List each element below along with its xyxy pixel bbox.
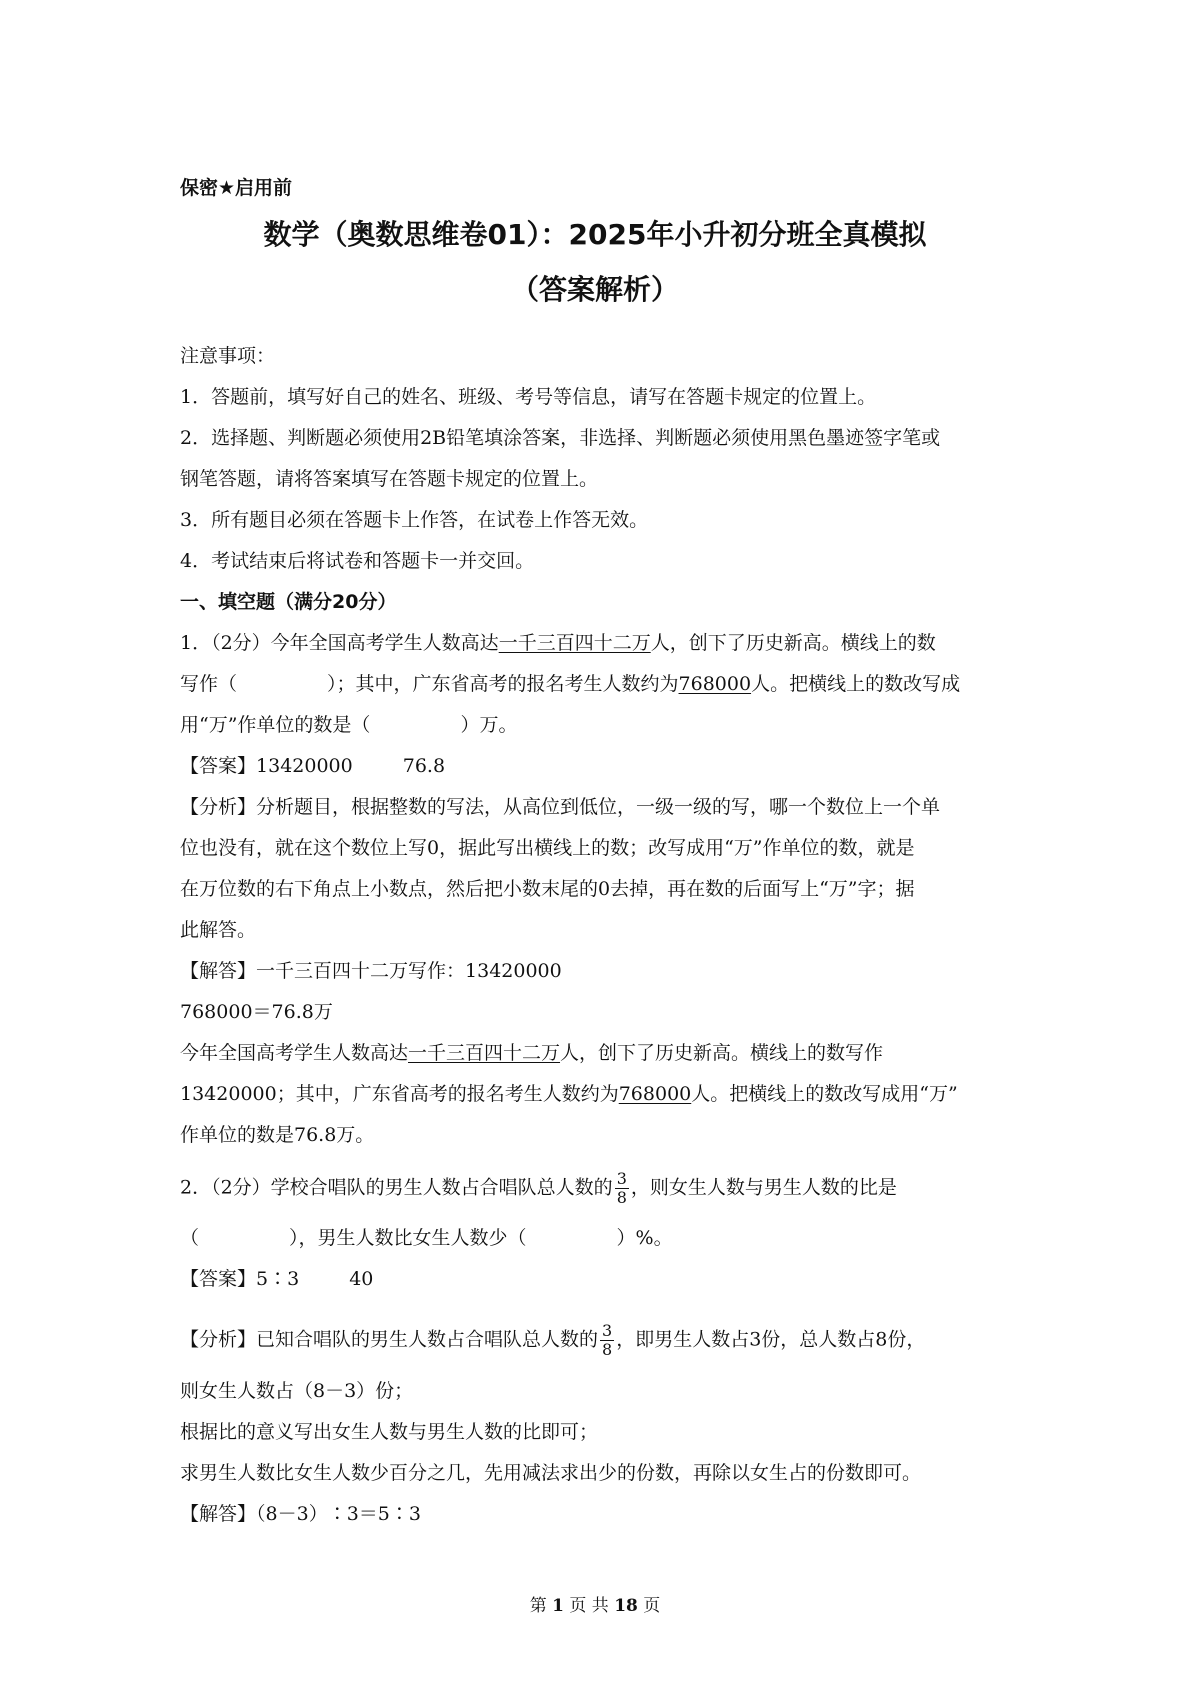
q2-answer: 【答案】5∶3 40 (180, 1268, 374, 1290)
fraction: $\frac{3}{8}$ (616, 1169, 627, 1207)
q1-solution-line: 今年全国高考学生人数高达一千三百四十二万人，创下了历史新高。横线上的数写作 (180, 1042, 884, 1064)
notice-item: 4．考试结束后将试卷和答题卡一并交回。 (180, 550, 535, 572)
page-footer: 第 1 页 共 18 页 (529, 1596, 661, 1616)
q2-line-1: 2．（2分）学校合唱队的男生人数占合唱队总人数的 $\frac{3}{8}$ ，则女生人数与男生人数的比是 (180, 1169, 897, 1207)
q1-line-3: 用“万”作单位的数是（ ）万。 (180, 714, 518, 736)
section-heading: 一、填空题（满分20分） (180, 591, 397, 613)
q1-solution-line: 作单位的数是76.8万。 (180, 1124, 375, 1146)
total-pages: 18 (614, 1596, 638, 1616)
page-subtitle: （答案解析） (510, 273, 679, 306)
q2-analysis-line: 根据比的意义写出女生人数与男生人数的比即可； (180, 1421, 599, 1443)
q1-answer: 【答案】13420000 76.8 (180, 755, 446, 777)
q1-solution-line: 768000＝76.8万 (180, 1001, 333, 1023)
q1-analysis-line: 在万位数的右下角点上小数点，然后把小数末尾的0去掉，再在数的后面写上“万”字；据 (180, 878, 915, 900)
q1-solution: 【解答】一千三百四十二万写作：13420000 (180, 960, 562, 982)
q2-analysis-line: 则女生人数占（8－3）份； (180, 1380, 414, 1402)
q1-analysis-line: 位也没有，就在这个数位上写0，据此写出横线上的数；改写成用“万”作单位的数，就是 (180, 837, 915, 859)
q2-solution: 【解答】（8－3）∶3＝5∶3 (180, 1503, 421, 1525)
fraction: $\frac{3}{8}$ (602, 1321, 613, 1359)
q1-analysis-line: 此解答。 (180, 919, 257, 941)
q2-analysis-line: 求男生人数比女生人数少百分之几，先用减法求出少的份数，再除以女生占的份数即可。 (180, 1462, 922, 1484)
notice-item: 钢笔答题，请将答案填写在答题卡规定的位置上。 (180, 468, 599, 490)
q2-line-2: （ ），男生人数比女生人数少（ ）%。 (180, 1227, 673, 1249)
q1-solution-line: 13420000；其中，广东省高考的报名考生人数约为768000人。把横线上的数改写成用“万” (180, 1083, 958, 1105)
notice-item: 3．所有题目必须在答题卡上作答，在试卷上作答无效。 (180, 509, 649, 531)
notice-item: 1．答题前，填写好自己的姓名、班级、考号等信息，请写在答题卡规定的位置上。 (180, 386, 877, 408)
q1-line-2: 写作（ ）；其中，广东省高考的报名考生人数约为768000人。把横线上的数改写成 (180, 673, 961, 695)
notice-heading: 注意事项： (180, 345, 276, 367)
page-title: 数学（奥数思维卷01）：2025年小升初分班全真模拟 (263, 218, 927, 251)
q2-analysis: 【分析】已知合唱队的男生人数占合唱队总人数的 $\frac{3}{8}$ ，即男生人数占3份，总人数占8份， (180, 1321, 926, 1359)
q1-line-1: 1．（2分）今年全国高考学生人数高达一千三百四十二万人，创下了历史新高。横线上的数 (180, 632, 936, 654)
confidential-label: 保密★启用前 (180, 177, 293, 199)
q1-analysis: 【分析】分析题目，根据整数的写法，从高位到低位，一级一级的写，哪一个数位上一个单 (180, 796, 941, 818)
current-page: 1 (552, 1596, 564, 1616)
notice-item: 2．选择题、判断题必须使用2B铅笔填涂答案，非选择、判断题必须使用黑色墨迹签字笔或 (180, 427, 941, 449)
